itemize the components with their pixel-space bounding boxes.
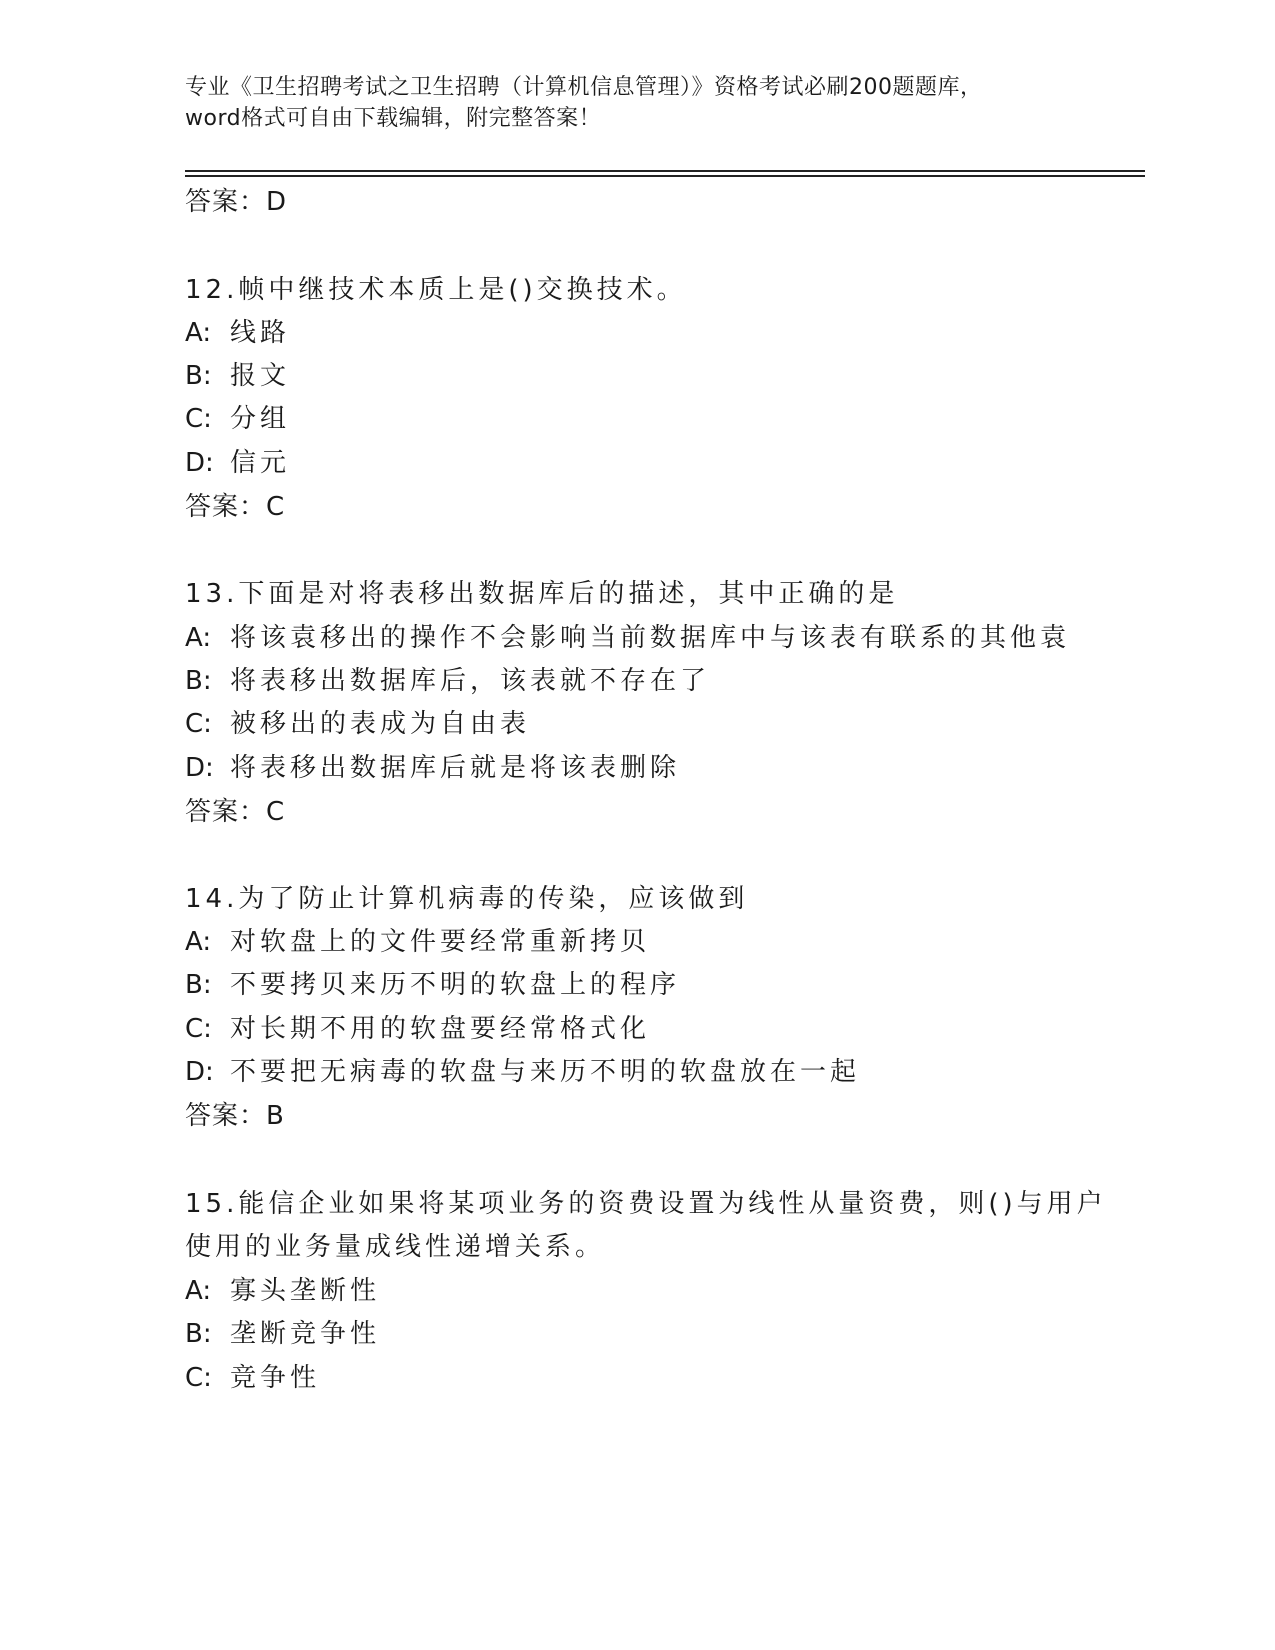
answer-prev: 答案：D: [185, 187, 288, 217]
option-text: 分组: [230, 404, 291, 434]
option-text: 不要把无病毒的软盘与来历不明的软盘放在一起: [230, 1057, 861, 1087]
question-14-option-a: [185, 925, 650, 959]
question-13-option-a: [185, 621, 1070, 655]
question-13-option-b: [185, 664, 710, 698]
header-rule-bottom: [185, 175, 1145, 177]
option-letter: A:: [185, 623, 212, 653]
header-line-1: 专业《卫生招聘考试之卫生招聘（计算机信息管理）》资格考试必刷200题题库，: [185, 75, 983, 100]
option-text: 被移出的表成为自由表: [230, 709, 531, 739]
option-letter: C:: [185, 1014, 212, 1044]
question-15-option-c: [185, 1361, 320, 1395]
option-text: 报文: [230, 361, 291, 391]
option-letter: A:: [185, 318, 212, 348]
option-letter: A:: [185, 1276, 212, 1306]
question-14-text: 14.为了防止计算机病毒的传染，应该做到: [185, 884, 749, 914]
question-14-option-b: [185, 968, 680, 1002]
option-text: 线路: [230, 318, 291, 348]
question-14-option-d: [185, 1055, 860, 1089]
header-rule-top: [185, 170, 1145, 172]
option-letter: D:: [185, 448, 214, 478]
question-14-answer: 答案：B: [185, 1101, 285, 1131]
option-letter: D:: [185, 1057, 214, 1087]
option-text: 对长期不用的软盘要经常格式化: [230, 1014, 651, 1044]
question-13-text: 13.下面是对将表移出数据库后的描述，其中正确的是: [185, 579, 899, 609]
question-14-option-c: [185, 1012, 650, 1046]
option-text: 信元: [230, 448, 291, 478]
option-text: 将该袁移出的操作不会影响当前数据库中与该表有联系的其他袁: [230, 623, 1071, 653]
question-13-option-d: [185, 751, 680, 785]
option-letter: B:: [185, 666, 212, 696]
question-15-option-a: [185, 1274, 380, 1308]
option-text: 寡头垄断性: [230, 1276, 381, 1306]
question-15-text-line-1: 15.能信企业如果将某项业务的资费设置为线性从量资费，则()与用户: [185, 1189, 1107, 1219]
question-15-text-line-2: 使用的业务量成线性递增关系。: [185, 1232, 606, 1262]
option-letter: D:: [185, 753, 214, 783]
question-12-answer: 答案：C: [185, 492, 286, 522]
option-letter: C:: [185, 1363, 212, 1393]
option-text: 将表移出数据库后，该表就不存在了: [230, 666, 711, 696]
question-12-text: 12.帧中继技术本质上是()交换技术。: [185, 275, 687, 305]
option-text: 对软盘上的文件要经常重新拷贝: [230, 927, 651, 957]
option-letter: B:: [185, 970, 212, 1000]
option-text: 竞争性: [230, 1363, 321, 1393]
option-letter: C:: [185, 709, 212, 739]
option-letter: A:: [185, 927, 212, 957]
question-12-option-b: [185, 359, 290, 393]
option-text: 将表移出数据库后就是将该表删除: [230, 753, 681, 783]
header-line-2: word格式可自由下载编辑，附完整答案！: [185, 106, 602, 131]
question-12-option-c: [185, 402, 290, 436]
option-letter: C:: [185, 404, 212, 434]
question-15-option-b: [185, 1317, 380, 1351]
question-13-option-c: [185, 707, 530, 741]
option-text: 不要拷贝来历不明的软盘上的程序: [230, 970, 681, 1000]
option-letter: B:: [185, 361, 212, 391]
question-12-option-a: [185, 316, 290, 350]
question-12-option-d: [185, 446, 290, 480]
option-text: 垄断竞争性: [230, 1319, 381, 1349]
option-letter: B:: [185, 1319, 212, 1349]
question-13-answer: 答案：C: [185, 797, 286, 827]
